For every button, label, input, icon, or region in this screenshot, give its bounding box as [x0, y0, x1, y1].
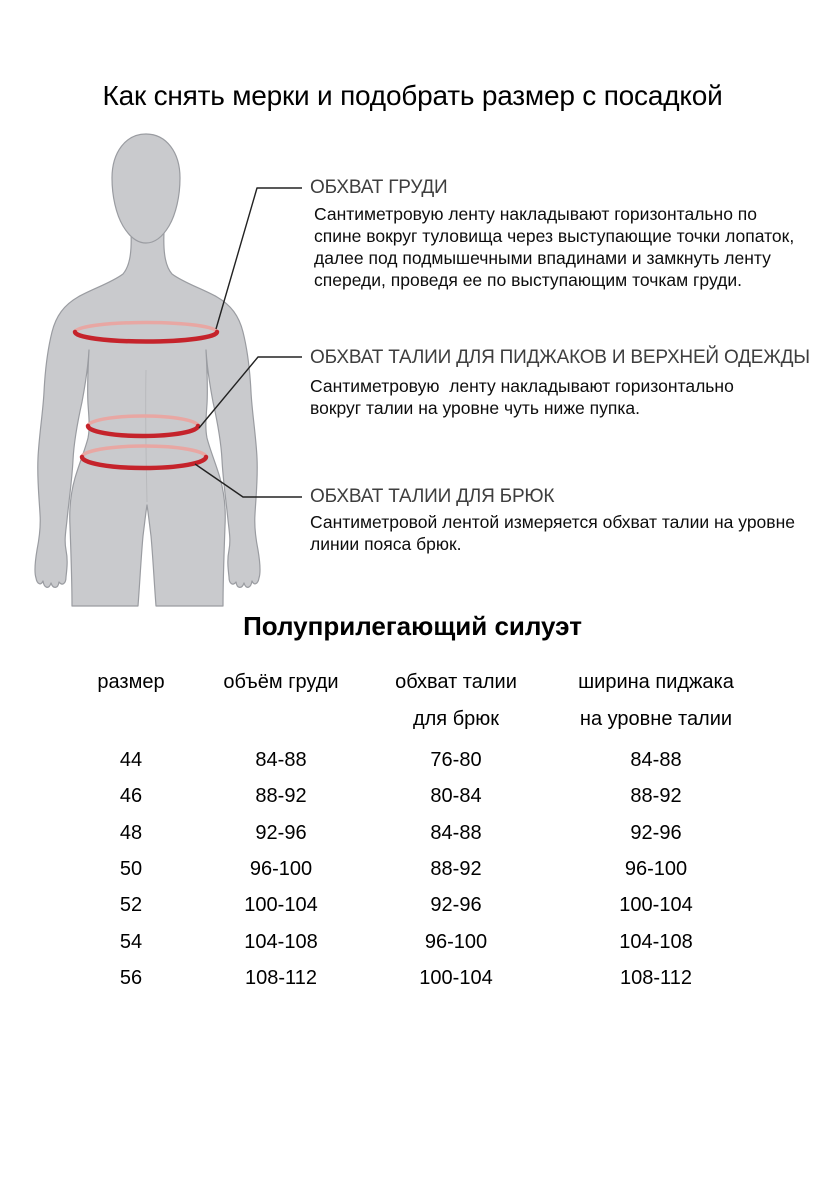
cell-chest: 92-96: [255, 822, 307, 844]
table-row: [61, 968, 761, 988]
cell-waist: 88-92: [430, 858, 482, 880]
table-header-row: [61, 672, 761, 692]
table-header-row-2: [61, 709, 761, 729]
description-line: спине вокруг туловища через выступающие точки лопаток,: [314, 226, 795, 246]
header-cell-chest: объём груди: [223, 671, 339, 693]
cell-jacket: 108-112: [620, 967, 692, 989]
cell-chest: 108-112: [245, 967, 317, 989]
measurement-heading-chest: ОБХВАТ ГРУДИ: [310, 177, 448, 198]
cell-waist: 84-88: [430, 822, 482, 844]
description-line: линии пояса брюк.: [310, 534, 462, 554]
table-row: [61, 750, 761, 770]
cell-size: 54: [119, 931, 143, 953]
cell-jacket: 92-96: [630, 822, 682, 844]
table-row: [61, 859, 761, 879]
measurement-description-jacket-waist: [310, 375, 734, 419]
header-cell-empty: [61, 709, 201, 729]
cell-size: 46: [119, 785, 143, 807]
cell-size: 52: [119, 894, 143, 916]
section-title: Полуприлегающий силуэт: [243, 611, 582, 641]
description-line: Сантиметровой лентой измеряется обхват талии на уровне: [310, 512, 795, 532]
header-cell-empty: [201, 709, 361, 729]
measurement-description-trouser-waist: [310, 511, 795, 555]
header-cell-size: размер: [97, 671, 165, 693]
cell-waist: 100-104: [419, 967, 493, 989]
male-torso-silhouette: [0, 120, 330, 610]
description-line: далее под подмышечными впадинами и замкнуть ленту: [314, 248, 771, 268]
header-cell-jacket-2: на уровне талии: [579, 708, 733, 730]
measurement-description-chest: [314, 203, 794, 291]
cell-waist: 92-96: [430, 894, 482, 916]
cell-chest: 100-104: [244, 894, 318, 916]
cell-waist: 76-80: [430, 749, 482, 771]
table-row: [61, 786, 761, 806]
description-line: Сантиметровую ленту накладывают горизонтально: [310, 376, 734, 396]
cell-jacket: 96-100: [624, 858, 688, 880]
description-line: Сантиметровую ленту накладывают горизонтально по: [314, 204, 758, 224]
table-row: [61, 895, 761, 915]
cell-chest: 104-108: [244, 931, 318, 953]
cell-chest: 84-88: [255, 749, 307, 771]
table-row: [61, 932, 761, 952]
page-title: Как снять мерки и подобрать размер с посадкой: [102, 80, 723, 111]
cell-waist: 80-84: [430, 785, 482, 807]
header-cell-waist: обхват талии: [395, 671, 517, 693]
header-cell-jacket: ширина пиджака: [578, 671, 734, 693]
description-line: спереди, проведя ее по выступающим точкам груди.: [314, 270, 742, 290]
cell-waist: 96-100: [424, 931, 488, 953]
table-row: [61, 823, 761, 843]
cell-jacket: 84-88: [630, 749, 682, 771]
body-outline: [35, 232, 260, 606]
cell-jacket: 104-108: [619, 931, 693, 953]
cell-size: 56: [119, 967, 143, 989]
cell-size: 50: [119, 858, 143, 880]
measurement-heading-trouser-waist: ОБХВАТ ТАЛИИ ДЛЯ БРЮК: [310, 486, 555, 507]
head-outline: [112, 134, 180, 243]
header-cell-waist-2: для брюк: [412, 708, 500, 730]
cell-size: 44: [119, 749, 143, 771]
cell-jacket: 100-104: [619, 894, 693, 916]
cell-size: 48: [119, 822, 143, 844]
measurement-heading-jacket-waist: ОБХВАТ ТАЛИИ ДЛЯ ПИДЖАКОВ И ВЕРХНЕЙ ОДЕЖДЫ: [310, 347, 810, 368]
cell-chest: 88-92: [255, 785, 307, 807]
description-line: вокруг талии на уровне чуть ниже пупка.: [310, 398, 640, 418]
cell-jacket: 88-92: [630, 785, 682, 807]
cell-chest: 96-100: [249, 858, 313, 880]
